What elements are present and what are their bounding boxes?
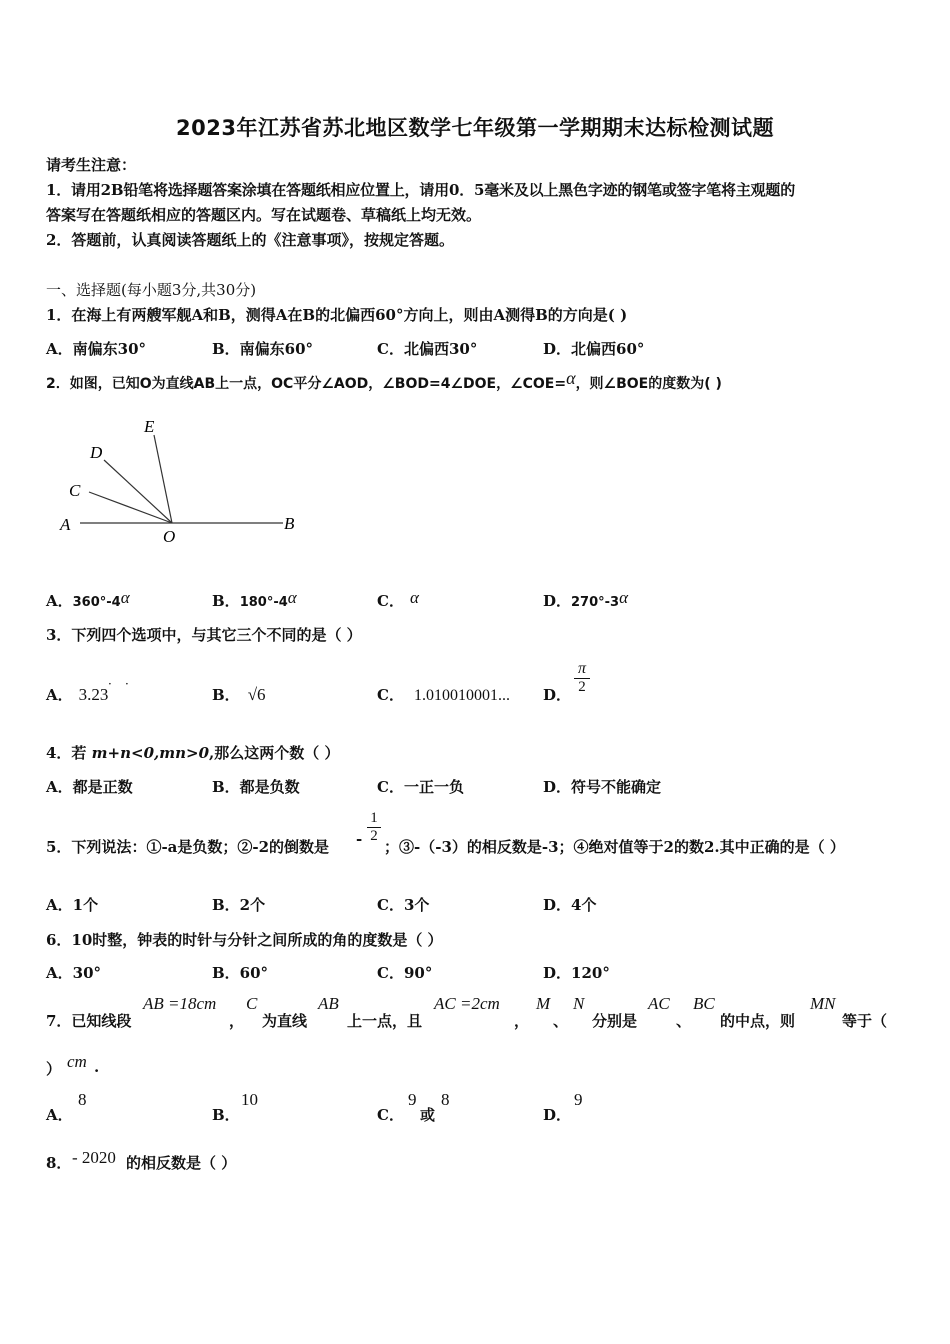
ray-oc bbox=[89, 492, 172, 523]
label-e: E bbox=[144, 417, 155, 436]
q7-option-b-value: 10 bbox=[241, 1090, 258, 1109]
q7-text-4: 上一点，且 bbox=[347, 1012, 423, 1030]
q7-math-bc: BC bbox=[693, 994, 715, 1013]
q5-option-b: B．2个 bbox=[212, 896, 266, 914]
q8-number: 8． bbox=[46, 1154, 72, 1172]
q6-stem: 6．10时整，钟表的时针与分针之间所成的角的度数是（ ） bbox=[46, 931, 443, 949]
q3-d-denominator: 2 bbox=[574, 678, 590, 696]
q7-option-b-label: B． bbox=[212, 1106, 240, 1124]
q2-alpha: α bbox=[566, 368, 576, 388]
q7-text-2: ， bbox=[229, 1012, 245, 1030]
q3-a-label: A． bbox=[46, 686, 73, 704]
q7-math-mn: MN bbox=[810, 994, 836, 1013]
q7-option-c-or: 或 bbox=[420, 1106, 436, 1124]
q7-math-ab: AB bbox=[318, 994, 339, 1013]
repeating-dot-2: · bbox=[125, 677, 129, 691]
q7-option-c-value-2: 8 bbox=[441, 1090, 450, 1109]
q3-b-value: √6 bbox=[247, 685, 266, 704]
q3-b-label: B． bbox=[212, 686, 240, 704]
q4-stem bbox=[46, 742, 339, 763]
q7-option-a-label: A． bbox=[46, 1106, 73, 1124]
q1-option-b: B．南偏东60° bbox=[212, 340, 314, 358]
q4-option-c: C．一正一负 bbox=[377, 778, 464, 796]
q2-stem-post: ，则∠BOE的度数为( ) bbox=[575, 376, 722, 392]
q2-d-label: D． bbox=[543, 592, 572, 610]
q8-value: - 2020 bbox=[72, 1148, 116, 1167]
q2-stem bbox=[46, 368, 722, 393]
q2-c-alpha: α bbox=[409, 588, 419, 607]
ray-od bbox=[104, 460, 172, 523]
q2-option-c bbox=[377, 590, 419, 611]
q6-option-d: D．120° bbox=[543, 964, 610, 982]
q7-text-8: 、 bbox=[676, 1012, 692, 1030]
q4-option-b: B．都是负数 bbox=[212, 778, 300, 796]
notice-heading: 请考生注意： bbox=[46, 156, 137, 174]
q7-option-a-value: 8 bbox=[78, 1090, 87, 1109]
q4-stem-rest: ,那么这两个数（ ） bbox=[209, 744, 340, 762]
label-b: B bbox=[284, 514, 295, 533]
q3-c-value: 1.010010001... bbox=[413, 687, 510, 704]
q3-option-b bbox=[212, 684, 266, 705]
q8-stem: 的相反数是（ ） bbox=[126, 1154, 237, 1172]
q7-math-m: M bbox=[536, 994, 551, 1013]
q4-condition: m+n<0,mn>0 bbox=[91, 744, 210, 762]
notice-line-2: 答案写在答题纸相应的答题区内。写在试题卷、草稿纸上均无效。 bbox=[46, 206, 482, 224]
q7-text-1: 7．已知线段 bbox=[46, 1012, 132, 1030]
q4-option-d: D．符号不能确定 bbox=[543, 778, 662, 796]
repeating-dot-1: · bbox=[108, 677, 112, 691]
q5-option-d: D．4个 bbox=[543, 896, 597, 914]
q6-option-c: C．90° bbox=[377, 964, 433, 982]
q7-text-6: 、 bbox=[553, 1012, 569, 1030]
q2-stem-pre: 2．如图，已知O为直线AB上一点，OC平分∠AOD，∠BOD=4∠DOE，∠COE= bbox=[46, 376, 567, 392]
page-title: 2023年江苏省苏北地区数学七年级第一学期期末达标检测试题 bbox=[176, 116, 774, 140]
q5-stem-post: ；③-（-3）的相反数是-3；④绝对值等于2的数2.其中正确的是（ ） bbox=[384, 838, 845, 856]
q3-a-value: 3.23 bbox=[78, 685, 109, 704]
q3-d-fraction bbox=[574, 660, 590, 696]
q5-denominator: 2 bbox=[367, 827, 381, 845]
q5-stem-pre: 5．下列说法：①-a是负数；②-2的倒数是 bbox=[46, 838, 330, 856]
q2-d-value: 270°-3 bbox=[571, 595, 620, 610]
q7-option-d-label: D． bbox=[543, 1106, 572, 1124]
q1-option-a: A．南偏东30° bbox=[46, 340, 147, 358]
q5-negative-sign: - bbox=[356, 830, 363, 848]
q5-option-c: C．3个 bbox=[377, 896, 430, 914]
q3-option-a bbox=[46, 677, 129, 705]
q2-b-alpha: α bbox=[287, 588, 297, 607]
ray-oe bbox=[154, 435, 172, 523]
q3-option-c bbox=[377, 684, 510, 705]
q7-period: . bbox=[94, 1058, 100, 1076]
q4-option-a: A．都是正数 bbox=[46, 778, 133, 796]
q7-text-7: 分别是 bbox=[592, 1012, 638, 1030]
q2-option-a bbox=[46, 590, 130, 611]
label-a: A bbox=[60, 515, 71, 534]
q3-stem: 3．下列四个选项中，与其它三个不同的是（ ） bbox=[46, 626, 362, 644]
q5-fraction bbox=[367, 810, 381, 845]
q3-option-d: D． bbox=[543, 686, 572, 704]
q7-math-n: N bbox=[573, 994, 585, 1013]
q2-option-b bbox=[212, 590, 297, 611]
q7-unit-cm: cm bbox=[67, 1052, 87, 1071]
q7-option-c-label: C． bbox=[377, 1106, 404, 1124]
q2-b-value: 180°-4 bbox=[239, 595, 288, 610]
q7-text-10: 等于（ bbox=[842, 1012, 888, 1030]
q1-stem: 1．在海上有两艘军舰A和B，测得A在B的北偏西60°方向上，则由A测得B的方向是( ) bbox=[46, 306, 628, 324]
q2-d-alpha: α bbox=[619, 588, 629, 607]
q2-a-value: 360°-4 bbox=[72, 595, 121, 610]
q2-figure bbox=[55, 410, 315, 550]
notice-line-1: 1．请用2B铅笔将选择题答案涂填在答题纸相应位置上，请用0．5毫米及以上黑色字迹的钢笔或签字笔将主观题的 bbox=[46, 181, 796, 199]
q7-math-ac: AC bbox=[648, 994, 670, 1013]
q7-math-ab-length: AB =18cm bbox=[143, 994, 217, 1013]
section-heading: 一、选择题(每小题3分,共30分) bbox=[46, 281, 257, 299]
q4-number: 4．若 bbox=[46, 744, 92, 762]
q3-c-label: C． bbox=[377, 686, 404, 704]
q2-b-label: B． bbox=[212, 592, 240, 610]
label-d: D bbox=[90, 443, 103, 462]
q6-option-a: A．30° bbox=[46, 964, 102, 982]
q2-option-d bbox=[543, 590, 628, 611]
q1-option-c: C．北偏西30° bbox=[377, 340, 478, 358]
notice-line-3: 2．答题前，认真阅读答题纸上的《注意事项》，按规定答题。 bbox=[46, 231, 454, 249]
label-c: C bbox=[69, 481, 81, 500]
label-o: O bbox=[163, 527, 176, 546]
q1-option-d: D．北偏西60° bbox=[543, 340, 645, 358]
q2-a-label: A． bbox=[46, 592, 73, 610]
q6-option-b: B．60° bbox=[212, 964, 269, 982]
q7-text-5: ， bbox=[514, 1012, 530, 1030]
q7-text-3: 为直线 bbox=[262, 1012, 308, 1030]
q7-option-d-value: 9 bbox=[574, 1090, 583, 1109]
q7-math-c: C bbox=[246, 994, 258, 1013]
q5-option-a: A．1个 bbox=[46, 896, 99, 914]
q2-c-label: C． bbox=[377, 592, 404, 610]
q3-d-numerator: π bbox=[577, 660, 586, 677]
q7-option-c-value-1: 9 bbox=[408, 1090, 417, 1109]
q2-a-alpha: α bbox=[120, 588, 130, 607]
q5-numerator: 1 bbox=[370, 810, 378, 826]
q7-math-ac-length: AC =2cm bbox=[434, 994, 500, 1013]
q7-close-paren: ） bbox=[46, 1060, 62, 1078]
q7-text-9: 的中点，则 bbox=[720, 1012, 796, 1030]
